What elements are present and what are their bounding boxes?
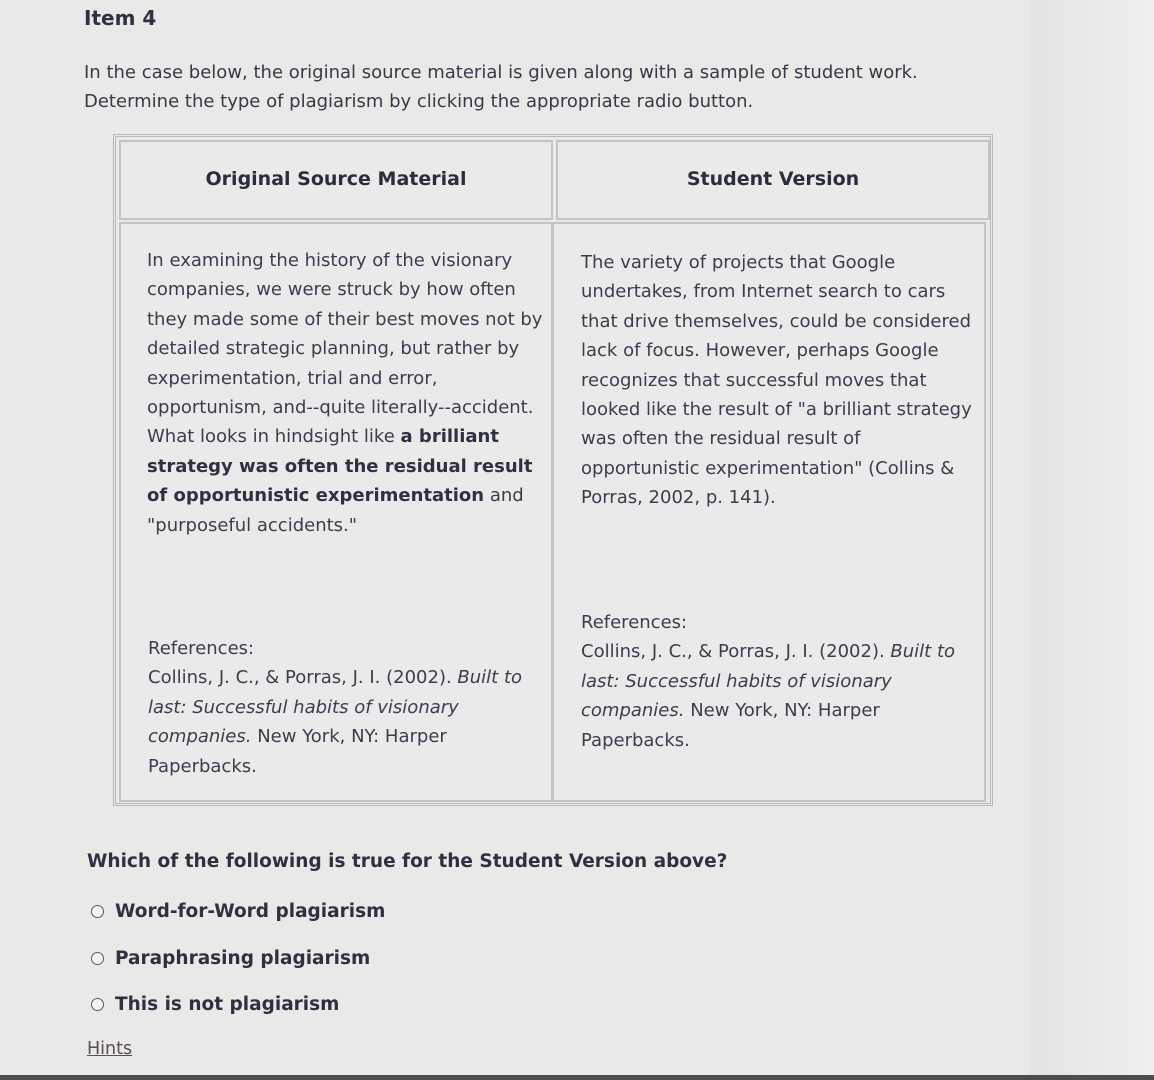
original-passage-ending: and "purposeful accidents." (147, 485, 524, 536)
option-label[interactable]: Paraphrasing plagiarism (115, 947, 371, 969)
references-label: References: (581, 612, 688, 633)
comparison-table (113, 134, 993, 806)
option-label[interactable]: This is not plagiarism (115, 993, 340, 1015)
original-source-cell (119, 222, 553, 802)
radio-button[interactable] (91, 952, 104, 965)
screen-edge-shade (1030, 0, 1154, 1080)
original-passage (147, 246, 547, 540)
student-header: Student Version (686, 168, 860, 190)
question-prompt: Which of the following is true for the Student Version above? (87, 851, 728, 872)
student-passage: The variety of projects that Google undertakes, from Internet search to cars that drive themselves, could be considered lack of focus. However, perhaps Google recognizes that successful moves that looked like the result of "a brilliant strategy was often the residual result of opportunistic experimentation" (Collins & Porras, 2002, p. 141). (581, 252, 972, 509)
option-word-for-word[interactable] (91, 898, 385, 924)
radio-button[interactable] (91, 905, 104, 918)
item-title: Item 4 (84, 6, 157, 30)
option-paraphrasing[interactable] (91, 945, 370, 971)
reference-authors: Collins, J. C., & Porras, J. I. (2002). (581, 641, 891, 663)
reference-citation (148, 663, 548, 781)
reference-book-title: Built to last: Successful habits of visionary companies. (581, 641, 956, 722)
reference-citation (581, 637, 976, 755)
reference-book-title: Built to last: Successful habits of visionary companies. (148, 667, 523, 748)
original-references (148, 634, 548, 781)
original-passage-text: In examining the history of the visionary companies, we were struck by how often they made some of their best moves not by detailed strategic planning, but rather by experimentation, trial and error, opportunism, and--quite literally--accident. What looks in hindsight like (147, 250, 543, 448)
instructions-line-1: In the case below, the original source material is given along with a sample of student work. (84, 62, 918, 83)
reference-authors: Collins, J. C., & Porras, J. I. (2002). (148, 667, 458, 689)
instructions (84, 58, 984, 116)
reference-publisher: New York, NY: Harper Paperbacks. (148, 726, 447, 777)
original-passage-bold: a brilliant strategy was often the residual result of opportunistic experimentation (147, 426, 533, 507)
option-label[interactable]: Word-for-Word plagiarism (115, 900, 386, 922)
student-header-cell (556, 140, 990, 220)
option-not-plagiarism[interactable] (91, 991, 339, 1017)
original-header-cell (119, 140, 553, 220)
radio-button[interactable] (91, 998, 104, 1011)
screen-bottom-bezel (0, 1075, 1154, 1080)
student-version-cell (552, 222, 986, 802)
instructions-line-2: Determine the type of plagiarism by clicking the appropriate radio button. (84, 91, 754, 112)
references-label: References: (148, 638, 255, 659)
reference-publisher: New York, NY: Harper Paperbacks. (581, 700, 880, 751)
student-references (581, 608, 976, 755)
original-header: Original Source Material (205, 168, 467, 190)
hints-link[interactable]: Hints (87, 1039, 133, 1059)
